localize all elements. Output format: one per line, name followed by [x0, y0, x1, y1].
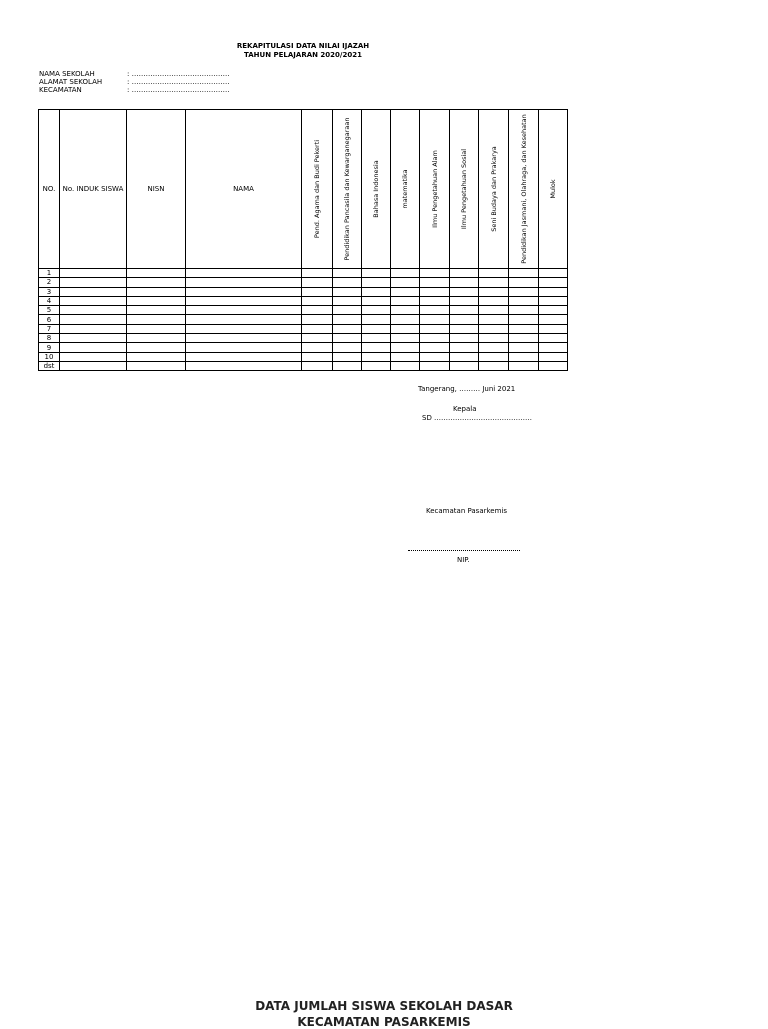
info-value: : …………………………………… [127, 70, 230, 78]
row-number: dst [39, 361, 60, 370]
row-number: 6 [39, 315, 60, 324]
table-cell [539, 287, 568, 296]
table-cell [302, 278, 333, 287]
table-cell [60, 287, 127, 296]
table-cell [127, 352, 186, 361]
table-cell [333, 343, 362, 352]
col-header-ipa [420, 110, 450, 269]
col-header-mtk [391, 110, 420, 269]
col-header-mulok [539, 110, 568, 269]
info-row-school-address [39, 78, 230, 86]
table-cell [362, 361, 391, 370]
table-cell [509, 278, 539, 287]
col-header-label: Ilmu Pengetahuan Sosial [460, 148, 468, 230]
table-cell [391, 287, 420, 296]
row-number: 1 [39, 269, 60, 278]
col-header-sbdp [479, 110, 509, 269]
table-cell [450, 296, 479, 305]
col-header-no: NO. [39, 110, 60, 269]
col-header-label: Mulok [549, 179, 557, 199]
col-header-agama [302, 110, 333, 269]
table-cell [509, 315, 539, 324]
table-cell [127, 296, 186, 305]
table-cell [479, 287, 509, 296]
table-cell [391, 315, 420, 324]
col-header-label: Pendidikan Jasmani, Olahraga, dan Kesehatan [519, 114, 528, 264]
table-cell [450, 343, 479, 352]
row-number: 4 [39, 296, 60, 305]
col-header-label: Bahasa Indonesia [372, 160, 380, 218]
table-cell [420, 361, 450, 370]
col-header-pkn [333, 110, 362, 269]
table-cell [450, 352, 479, 361]
table-cell [302, 334, 333, 343]
col-header-label: Ilmu Pengetahuan Alam [430, 150, 439, 228]
signature-school: SD …………………………………… [422, 414, 533, 422]
info-label: KECAMATAN [39, 86, 82, 94]
row-number: 10 [39, 352, 60, 361]
table-cell [362, 343, 391, 352]
table-cell [60, 343, 127, 352]
table-cell [302, 269, 333, 278]
table-cell [362, 296, 391, 305]
table-cell [539, 334, 568, 343]
info-value: : …………………………………… [127, 86, 230, 94]
table-cell [420, 278, 450, 287]
table-cell [333, 361, 362, 370]
table-cell [362, 269, 391, 278]
info-value: : …………………………………… [127, 78, 230, 86]
table-cell [186, 352, 302, 361]
table-cell [420, 306, 450, 315]
table-cell [127, 269, 186, 278]
col-header-label: Pend. Agama dan Budi Pekerti [313, 139, 321, 239]
table-cell [60, 334, 127, 343]
table-cell [186, 296, 302, 305]
table-cell [539, 306, 568, 315]
table-cell [509, 296, 539, 305]
table-cell [509, 352, 539, 361]
table-cell [391, 361, 420, 370]
table-cell [302, 324, 333, 333]
table-cell [420, 287, 450, 296]
table-cell [420, 334, 450, 343]
table-cell [186, 315, 302, 324]
table-cell [333, 324, 362, 333]
table-cell [479, 352, 509, 361]
signature-nip: NIP. [457, 556, 470, 564]
table-cell [186, 306, 302, 315]
table-cell [302, 343, 333, 352]
col-header-label: matematika [401, 169, 409, 209]
table-cell [60, 278, 127, 287]
table-cell [362, 334, 391, 343]
table-cell [420, 352, 450, 361]
table-cell [391, 324, 420, 333]
signature-role: Kepala [453, 405, 477, 413]
next-page-heading: DATA JUMLAH SISWA SEKOLAH DASAR [255, 999, 513, 1013]
table-header-row [39, 110, 568, 269]
table-cell [509, 361, 539, 370]
table-cell [509, 269, 539, 278]
row-number: 3 [39, 287, 60, 296]
signature-district: Kecamatan Pasarkemis [426, 507, 508, 515]
col-header-nama: NAMA [186, 110, 302, 269]
table-cell [539, 361, 568, 370]
table-row [39, 306, 568, 315]
table-cell [186, 269, 302, 278]
table-cell [362, 324, 391, 333]
signature-place-date: Tangerang, ……… Juni 2021 [418, 385, 516, 393]
grades-table [38, 109, 568, 371]
table-cell [509, 324, 539, 333]
table-cell [479, 278, 509, 287]
table-cell [60, 315, 127, 324]
table-cell [186, 343, 302, 352]
table-cell [302, 352, 333, 361]
table-cell [127, 343, 186, 352]
info-row-district [39, 86, 230, 94]
table-cell [479, 361, 509, 370]
table-cell [539, 324, 568, 333]
table-cell [333, 315, 362, 324]
table-cell [391, 343, 420, 352]
table-cell [333, 306, 362, 315]
table-cell [509, 343, 539, 352]
table-cell [302, 361, 333, 370]
table-cell [60, 296, 127, 305]
table-cell [479, 306, 509, 315]
document-subtitle: TAHUN PELAJARAN 2020/2021 [244, 51, 362, 59]
table-row [39, 269, 568, 278]
table-cell [333, 278, 362, 287]
table-row [39, 343, 568, 352]
table-cell [391, 278, 420, 287]
table-cell [333, 352, 362, 361]
table-row [39, 278, 568, 287]
table-cell [479, 343, 509, 352]
table-cell [127, 278, 186, 287]
table-cell [450, 361, 479, 370]
table-cell [60, 352, 127, 361]
table-cell [450, 269, 479, 278]
table-row [39, 334, 568, 343]
table-cell [479, 296, 509, 305]
table-cell [539, 269, 568, 278]
school-info [39, 70, 230, 94]
table-cell [391, 296, 420, 305]
table-cell [127, 324, 186, 333]
table-cell [333, 287, 362, 296]
table-cell [450, 306, 479, 315]
table-cell [60, 306, 127, 315]
next-page-subheading: KECAMATAN PASARKEMIS [297, 1015, 471, 1029]
table-cell [509, 306, 539, 315]
row-number: 8 [39, 334, 60, 343]
table-cell [539, 296, 568, 305]
row-number: 5 [39, 306, 60, 315]
col-header-label: Pendidikan Pancasila dan Kewarganegaraan [343, 117, 351, 261]
signature-line [408, 548, 520, 551]
row-number: 2 [39, 278, 60, 287]
table-cell [539, 278, 568, 287]
col-header-label: Seni Budaya dan Prakarya [489, 146, 498, 232]
table-cell [127, 306, 186, 315]
table-row [39, 296, 568, 305]
table-cell [450, 324, 479, 333]
table-cell [450, 278, 479, 287]
table-cell [362, 278, 391, 287]
table-cell [127, 315, 186, 324]
col-header-pjok [509, 110, 539, 269]
table-cell [509, 287, 539, 296]
table-cell [420, 324, 450, 333]
table-cell [450, 315, 479, 324]
table-cell [186, 324, 302, 333]
table-cell [60, 361, 127, 370]
table-cell [509, 334, 539, 343]
table-row [39, 324, 568, 333]
table-cell [333, 334, 362, 343]
table-cell [479, 315, 509, 324]
table-cell [186, 361, 302, 370]
table-cell [127, 361, 186, 370]
table-cell [450, 334, 479, 343]
table-cell [391, 334, 420, 343]
table-cell [302, 306, 333, 315]
table-cell [391, 306, 420, 315]
table-cell [186, 287, 302, 296]
table-cell [391, 269, 420, 278]
table-cell [333, 296, 362, 305]
table-cell [302, 315, 333, 324]
info-row-school-name [39, 70, 230, 78]
table-cell [127, 287, 186, 296]
col-header-induk: No. INDUK SISWA [60, 110, 127, 269]
table-row [39, 315, 568, 324]
table-cell [479, 334, 509, 343]
info-label: ALAMAT SEKOLAH [39, 78, 103, 86]
table-cell [420, 296, 450, 305]
table-cell [420, 315, 450, 324]
table-cell [60, 324, 127, 333]
col-header-ips [450, 110, 479, 269]
col-header-nisn: NISN [127, 110, 186, 269]
table-cell [362, 315, 391, 324]
table-cell [420, 269, 450, 278]
table-cell [539, 343, 568, 352]
table-cell [186, 278, 302, 287]
table-cell [539, 352, 568, 361]
table-cell [362, 352, 391, 361]
table-row [39, 287, 568, 296]
table-cell [60, 269, 127, 278]
table-cell [302, 287, 333, 296]
table-cell [333, 269, 362, 278]
table-cell [362, 306, 391, 315]
col-header-bindo [362, 110, 391, 269]
table-cell [450, 287, 479, 296]
table-cell [302, 296, 333, 305]
table-cell [391, 352, 420, 361]
table-cell [479, 324, 509, 333]
table-body [39, 269, 568, 371]
document-title: REKAPITULASI DATA NILAI IJAZAH [236, 42, 370, 50]
table-cell [362, 287, 391, 296]
table-cell [539, 315, 568, 324]
table-cell [186, 334, 302, 343]
row-number: 7 [39, 324, 60, 333]
info-label: NAMA SEKOLAH [39, 70, 95, 78]
table-row [39, 352, 568, 361]
table-cell [127, 334, 186, 343]
table-cell [420, 343, 450, 352]
table-cell [479, 269, 509, 278]
table-row [39, 361, 568, 370]
row-number: 9 [39, 343, 60, 352]
